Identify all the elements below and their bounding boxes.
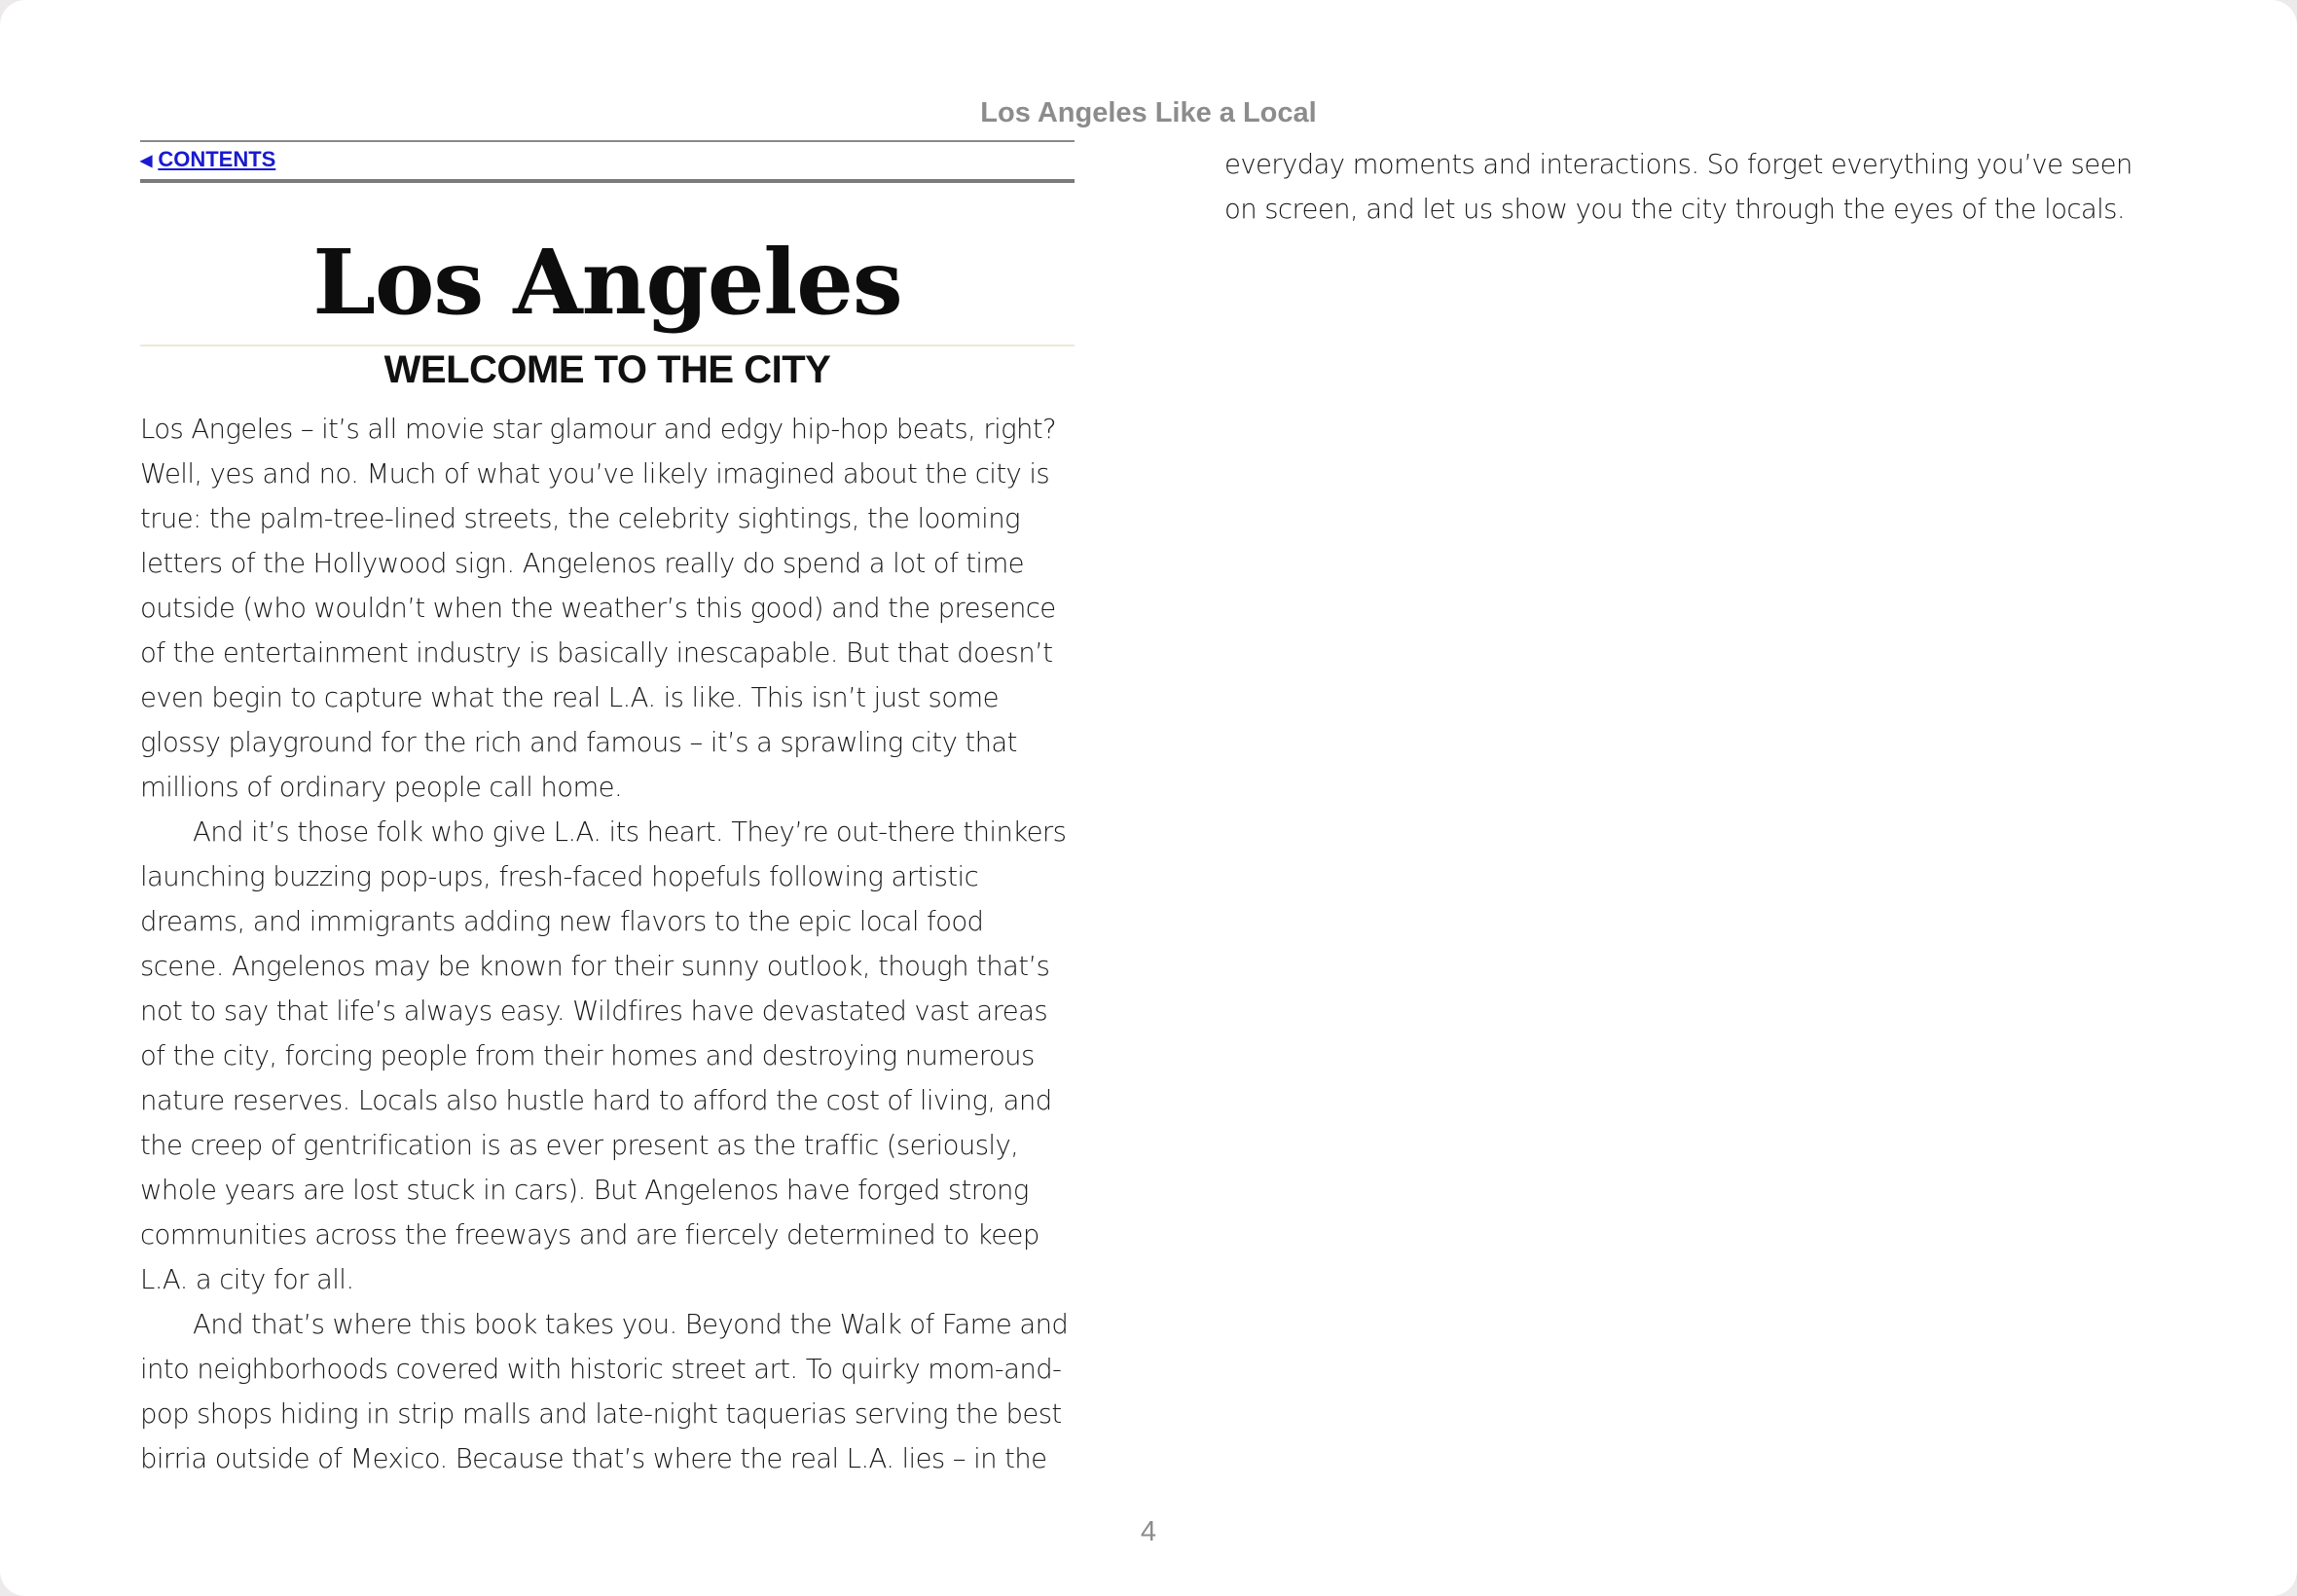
page-number: 4 <box>1140 1516 1157 1547</box>
left-triangle-icon: ◀ <box>140 153 153 169</box>
body-paragraph: And it’s those folk who give L.A. its heart. They’re out-there thinkers launching buzzing pop-ups, fresh-faced hopefuls following artistic dreams, and immigrants adding new flavors to the epic local food scene. Angelenos may be known for their sunny outlook, though that’s not to say that life’s always easy. Wildfires have devastated vast areas of the city, forcing people from their homes and destroying numerous nature reserves. Locals also hustle hard to afford the cost of living, and the creep of gentrification is as ever present as the traffic (seriously, whole years are lost stuck in cars). But Angelenos have forged strong communities across the freeways and are fiercely determined to keep L.A. a city for all. <box>140 816 1067 1295</box>
body-paragraph: And that’s where this book takes you. Beyond the Walk of Fame and into neighborhoods covered with historic street art. To quirky mom-and-pop shops hiding in strip malls and late-night taquerias serving the best birria outside of Mexico. Because that’s where the real L.A. lies – in the <box>140 1309 1069 1474</box>
body-paragraph: Los Angeles – it’s all movie star glamour and edgy hip-hop beats, right? Well, yes and no. Much of what you’ve likely imagined about the city is true: the palm-tree-lined streets, the celebrity sightings, the looming letters of the Hollywood sign. Angelenos really do spend a lot of time outside (who wouldn’t when the weather’s this good) and the presence of the entertainment industry is basically inescapable. But that doesn’t even begin to capture what the real L.A. is like. This isn’t just some glossy playground for the rich and famous – it’s a sprawling city that millions of ordinary people call home. <box>140 414 1057 803</box>
right-column <box>1224 142 2159 232</box>
body-paragraph-continuation: everyday moments and interactions. So forget everything you’ve seen on screen, and let us show you the city through the eyes of the locals. <box>1224 149 2133 225</box>
body-text <box>140 407 1075 1481</box>
contents-nav-bar <box>140 140 1075 183</box>
chapter-subtitle: WELCOME TO THE CITY <box>383 348 831 391</box>
book-title[interactable]: Los Angeles Like a Local <box>980 97 1317 128</box>
left-column <box>140 140 1075 1481</box>
chapter-title: Los Angeles <box>140 232 1075 346</box>
contents-link[interactable] <box>140 146 275 175</box>
contents-link-label: CONTENTS <box>158 147 276 171</box>
